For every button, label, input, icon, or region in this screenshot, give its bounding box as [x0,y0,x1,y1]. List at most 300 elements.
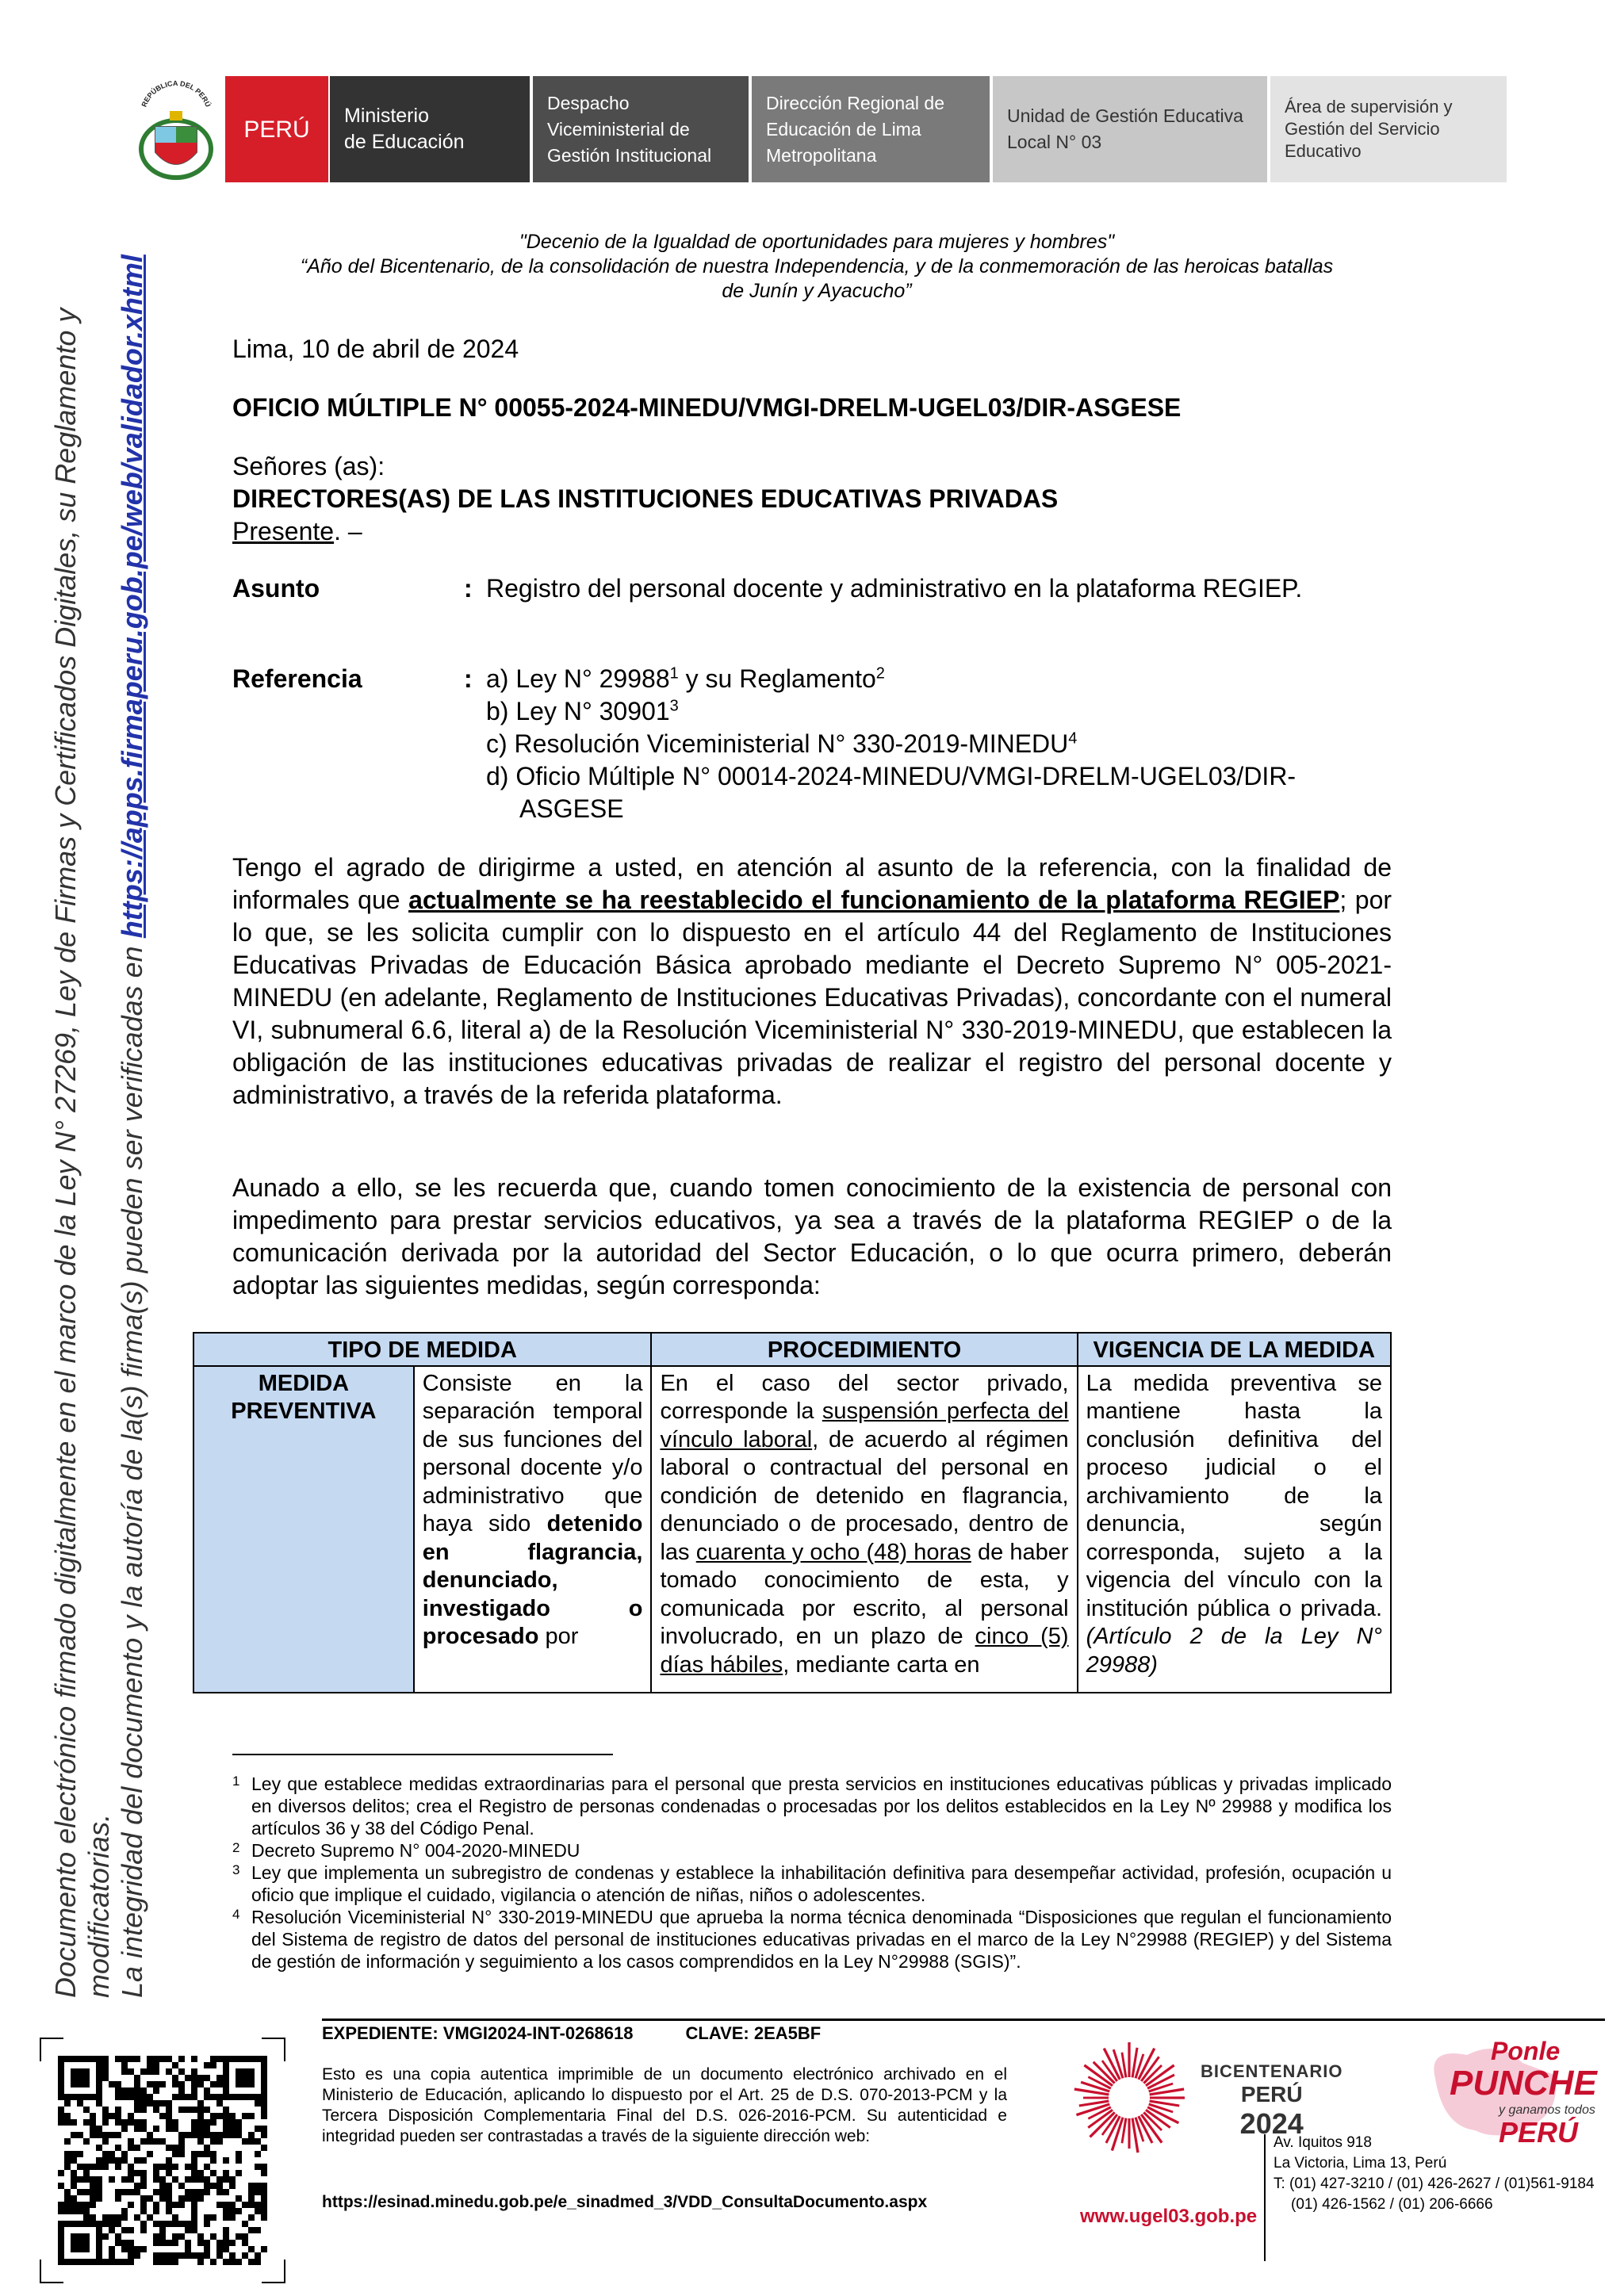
qr-module [261,2132,267,2138]
qr-module [128,2176,134,2183]
asunto-label: Asunto [232,574,320,603]
qr-module [248,2259,255,2265]
qr-module [83,2081,90,2087]
qr-module [223,2126,229,2132]
qr-module [255,2138,261,2145]
qr-module [134,2119,140,2126]
qr-module [197,2100,204,2107]
qr-module [77,2202,83,2208]
footnote-mark-1: 1 [669,664,679,683]
asunto-row [232,572,1392,605]
ref-a-law: a) Ley N° 29988 [486,664,670,693]
qr-module [261,2202,267,2208]
proc-e: de haber tomado conocimiento de esta, y comunicada por escrito, al personal involucrado, en un plazo de [660,1539,1069,1649]
qr-module [140,2170,147,2176]
qr-module [96,2068,102,2075]
qr-module [248,2195,255,2202]
qr-module [191,2195,197,2202]
qr-module [204,2075,210,2081]
qr-module [172,2252,178,2259]
motto-bicentenario-end: de Junín y Ayacucho” [722,280,912,302]
qr-module [153,2100,159,2107]
procedimiento-cell [651,1366,1077,1693]
qr-module [109,2227,115,2233]
qr-module [197,2138,204,2145]
referencia-colon: : [464,664,473,693]
authenticity-notice: Esto es una copia autentica imprimible de un documento electrónico archivado en el Ministerio de Educación, aplicando lo dispuesto por el Art. 25 de D.S. 070-2013-PCM y la Tercera Disposición Complementaria Final del D.S. 026-2016-PCM. Su autenticidad e integridad pueden ser contrastadas a través de la siguiente dirección web: [322,2065,1007,2145]
qr-module [121,2119,128,2126]
qr-module [166,2145,172,2151]
qr-module [255,2151,261,2157]
unidad-label [993,76,1267,182]
qr-module [147,2062,153,2068]
qr-module [191,2107,197,2113]
qr-module [90,2164,96,2170]
qr-module [248,2214,255,2221]
qr-module [153,2068,159,2075]
qr-module [185,2195,191,2202]
qr-module [115,2240,121,2246]
qr-module [216,2113,223,2119]
qr-module [178,2068,185,2075]
qr-module [90,2195,96,2202]
qr-module [102,2221,109,2227]
qr-module [77,2208,83,2214]
unidad-line-2: Local N° 03 [1007,132,1102,152]
clave-code: CLAVE: 2EA5BF [685,2023,822,2043]
qr-module [204,2240,210,2246]
qr-module [236,2075,242,2081]
qr-module [159,2081,166,2087]
qr-module [204,2094,210,2100]
qr-module [255,2126,261,2132]
qr-module [140,2126,147,2132]
qr-module [166,2208,172,2214]
qr-module [128,2240,134,2246]
qr-module [159,2252,166,2259]
qr-module [58,2259,64,2265]
qr-module [191,2094,197,2100]
referencia-row [232,663,1392,825]
qr-module [153,2240,159,2246]
qr-module [223,2189,229,2195]
qr-module [236,2208,242,2214]
qr-module [204,2119,210,2126]
qr-module [204,2164,210,2170]
qr-module [166,2240,172,2246]
qr-module [191,2252,197,2259]
qr-module [223,2132,229,2138]
qr-module [229,2094,236,2100]
qr-module [71,2056,77,2062]
footnote-mark-3: 3 [669,697,679,715]
qr-module [223,2170,229,2176]
qr-module [90,2189,96,2195]
qr-module [185,2189,191,2195]
qr-module [166,2195,172,2202]
qr-module [153,2126,159,2132]
qr-module [197,2195,204,2202]
footnote-mark-4: 4 [1068,729,1078,748]
qr-module [248,2246,255,2252]
qr-module [109,2259,115,2265]
qr-module [242,2202,248,2208]
qr-module [229,2208,236,2214]
qr-module [216,2100,223,2107]
qr-module [64,2151,71,2157]
qr-module [140,2246,147,2252]
qr-module [261,2189,267,2195]
col-vigencia: VIGENCIA DE LA MEDIDA [1078,1333,1391,1366]
qr-module [261,2107,267,2113]
qr-module [172,2145,178,2151]
qr-module [121,2126,128,2132]
validator-link[interactable]: https://apps.firmaperu.gob.pe/web/validador.xhtml [116,254,148,939]
qr-module [115,2087,121,2094]
qr-module [64,2094,71,2100]
qr-module [102,2113,109,2119]
qr-module [71,2183,77,2189]
qr-module [128,2164,134,2170]
table-row [193,1366,1391,1693]
qr-module [178,2132,185,2138]
ref-item-d-cont: ASGESE [519,794,624,823]
presente-text: Presente [232,517,335,545]
qr-module [204,2126,210,2132]
qr-module [261,2068,267,2075]
qr-module [96,2056,102,2062]
qr-module [166,2068,172,2075]
qr-module [115,2259,121,2265]
qr-module [210,2151,216,2157]
qr-module [210,2056,216,2062]
qr-module [71,2081,77,2087]
qr-module [58,2240,64,2246]
qr-module [77,2075,83,2081]
qr-module [134,2075,140,2081]
qr-module [153,2259,159,2265]
qr-module [121,2151,128,2157]
qr-module [236,2195,242,2202]
qr-module [261,2075,267,2081]
qr-module [58,2068,64,2075]
qr-module [248,2056,255,2062]
qr-module [83,2221,90,2227]
qr-module [128,2087,134,2094]
qr-module [223,2176,229,2183]
qr-module [191,2227,197,2233]
bicentenario-wordmark [1201,2061,1342,2141]
svg-text:REPÚBLICA DEL PERÚ [140,79,213,108]
qr-module [128,2170,134,2176]
qr-module [197,2240,204,2246]
qr-module [166,2126,172,2132]
qr-module [210,2094,216,2100]
qr-module [109,2176,115,2183]
qr-module [96,2227,102,2233]
signature-notice-line-1: Documento electrónico firmado digitalmente en el marco de la Ley N° 27269, Ley de Firmas y Certificados Digitales, su Reglamento y modificatorias. [49,308,115,1998]
qr-module [58,2183,64,2189]
qr-module [242,2056,248,2062]
qr-module [64,2208,71,2214]
proc-g: , mediante carta en [783,1651,980,1678]
qr-module [134,2252,140,2259]
qr-module [102,2062,109,2068]
bicentenario-ray [1128,2118,1130,2149]
qr-module [115,2233,121,2240]
qr-module [71,2202,77,2208]
qr-module [248,2113,255,2119]
qr-module [71,2176,77,2183]
despacho-line-3: Gestión Institucional [547,144,712,166]
qr-module [223,2227,229,2233]
qr-module [223,2056,229,2062]
qr-module [216,2075,223,2081]
proc-c: , de acuerdo al régimen laboral o contractual del personal en condición de detenido en flagrancia, denunciado o de procesado, dentro de las [660,1426,1069,1565]
qr-module [159,2227,166,2233]
peru-label [225,76,328,182]
qr-module [185,2107,191,2113]
qr-module [185,2221,191,2227]
qr-module [191,2202,197,2208]
qr-module [109,2151,115,2157]
ugel-website-link[interactable]: www.ugel03.gob.pe [1080,2206,1258,2227]
qr-module [77,2094,83,2100]
qr-module [216,2132,223,2138]
qr-module [229,2240,236,2246]
qr-module [204,2062,210,2068]
qr-module [172,2259,178,2265]
asunto-value: Registro del personal docente y administrativo en la plataforma REGIEP. [486,574,1303,603]
qr-module [96,2233,102,2240]
qr-module [261,2246,267,2252]
qr-module [204,2246,210,2252]
qr-module [147,2068,153,2075]
qr-module [242,2252,248,2259]
qr-module [77,2233,83,2240]
qr-module [197,2075,204,2081]
qr-module [83,2119,90,2126]
qr-module [223,2233,229,2240]
qr-module [58,2221,64,2227]
qr-module [153,2176,159,2183]
qr-module [197,2259,204,2265]
qr-module [204,2087,210,2094]
ministerio-line-2: de Educación [344,131,465,153]
footnote-divider [232,1754,613,1755]
ref-item-c [486,728,1392,760]
qr-module [64,2138,71,2145]
qr-module [58,2056,64,2062]
qr-module [58,2202,64,2208]
qr-module [102,2151,109,2157]
qr-module [210,2113,216,2119]
address-divider [1264,2134,1266,2261]
qr-module [191,2164,197,2170]
qr-module [83,2189,90,2195]
qr-module [147,2081,153,2087]
qr-module [223,2081,229,2087]
qr-module [166,2183,172,2189]
qr-module [216,2183,223,2189]
qr-module [185,2246,191,2252]
qr-module [128,2145,134,2151]
qr-module [153,2062,159,2068]
qr-module [172,2151,178,2157]
qr-module [261,2062,267,2068]
qr-module [96,2164,102,2170]
qr-module [236,2259,242,2265]
qr-module [121,2062,128,2068]
qr-module [204,2107,210,2113]
qr-module [77,2151,83,2157]
qr-module [204,2189,210,2195]
qr-module [236,2233,242,2240]
bicentenario-peru: PERÚ [1240,2082,1303,2107]
qr-module [58,2246,64,2252]
qr-module [153,2138,159,2145]
qr-module [261,2081,267,2087]
qr-module [96,2259,102,2265]
address-line-1: Av. Iquitos 918 [1274,2134,1372,2151]
footnote-number: 1 [232,1774,240,1789]
qr-module [172,2062,178,2068]
qr-module [96,2252,102,2259]
qr-module [58,2252,64,2259]
qr-module [140,2107,147,2113]
qr-module [172,2214,178,2221]
qr-module [223,2119,229,2126]
proc-f: cinco (5) días hábiles [660,1624,1069,1678]
motto-bicentenario: “Año del Bicentenario, de la consolidación de nuestra Independencia, y de la conmemoración de las heroicas batallas [300,255,1334,277]
qr-module [64,2100,71,2107]
qr-module [77,2164,83,2170]
coat-of-arms-icon [133,76,219,184]
qr-module [159,2113,166,2119]
vig-b: (Artículo 2 de la Ley N° 29988) [1086,1624,1382,1678]
qr-module [128,2138,134,2145]
qr-module [83,2068,90,2075]
qr-module [147,2056,153,2062]
qr-module [90,2202,96,2208]
qr-module [197,2233,204,2240]
qr-module [242,2068,248,2075]
qr-module [115,2094,121,2100]
qr-module [178,2252,185,2259]
qr-module [128,2202,134,2208]
qr-module [102,2132,109,2138]
qr-module [71,2240,77,2246]
qr-module [210,2183,216,2189]
qr-module [109,2246,115,2252]
qr-module [229,2119,236,2126]
qr-module [178,2107,185,2113]
qr-module [134,2214,140,2221]
qr-module [178,2195,185,2202]
footnote-number: 2 [232,1840,240,1855]
qr-module [153,2233,159,2240]
qr-module [166,2056,172,2062]
qr-module [83,2075,90,2081]
qr-module [255,2094,261,2100]
qr-module [178,2233,185,2240]
asunto-colon: : [464,574,473,603]
qr-module [255,2164,261,2170]
referencia-list [486,663,1392,825]
qr-module [64,2195,71,2202]
qr-module [58,2208,64,2214]
address-phone-1: T: (01) 427-3210 / (01) 426-2627 / (01)561-9184 [1274,2175,1595,2192]
qr-module [140,2094,147,2100]
qr-module [115,2145,121,2151]
footnote-text: Decreto Supremo N° 004-2020-MINEDU [251,1840,580,1861]
area-line-3: Educativo [1285,141,1362,161]
qr-module [197,2113,204,2119]
expediente-number: EXPEDIENTE: VMGI2024-INT-0268618 [322,2023,634,2043]
qr-module [140,2176,147,2183]
bicentenario-word: BICENTENARIO [1201,2061,1343,2081]
qr-module [236,2170,242,2176]
qr-module [128,2094,134,2100]
qr-module [115,2221,121,2227]
qr-module [172,2075,178,2081]
qr-module [153,2107,159,2113]
signature-notice-line-2 [116,206,149,1998]
qr-module [64,2113,71,2119]
qr-module [71,2151,77,2157]
qr-module [216,2176,223,2183]
qr-module [77,2176,83,2183]
qr-module [185,2240,191,2246]
qr-module [242,2094,248,2100]
qr-module [242,2075,248,2081]
qr-module [102,2068,109,2075]
qr-module [216,2094,223,2100]
qr-module [153,2170,159,2176]
qr-module [121,2087,128,2094]
qr-module [223,2107,229,2113]
qr-module [236,2068,242,2075]
qr-module [204,2176,210,2183]
qr-module [248,2189,255,2195]
qr-module [140,2195,147,2202]
qr-module [77,2056,83,2062]
qr-module [96,2176,102,2183]
qr-module [64,2119,71,2126]
bicentenario-ray [1128,2042,1130,2077]
col-tipo-medida: TIPO DE MEDIDA [193,1333,651,1366]
punche-text: PUNCHE [1450,2064,1597,2103]
qr-module [77,2189,83,2195]
qr-module [71,2132,77,2138]
qr-module [102,2056,109,2062]
qr-module [166,2119,172,2126]
ref-c-text: c) Resolución Viceministerial N° 330-2019-MINEDU [486,729,1069,758]
qr-module [147,2132,153,2138]
qr-module [71,2259,77,2265]
qr-module [134,2081,140,2087]
verification-url[interactable]: https://esinad.minedu.gob.pe/e_sinadmed_3/VDD_ConsultaDocumento.aspx [322,2193,928,2211]
qr-module [166,2100,172,2107]
qr-module [96,2240,102,2246]
qr-module [83,2240,90,2246]
qr-module [102,2138,109,2145]
qr-module [248,2068,255,2075]
qr-module [172,2176,178,2183]
qr-module [102,2259,109,2265]
qr-module [64,2189,71,2195]
qr-module [128,2189,134,2195]
